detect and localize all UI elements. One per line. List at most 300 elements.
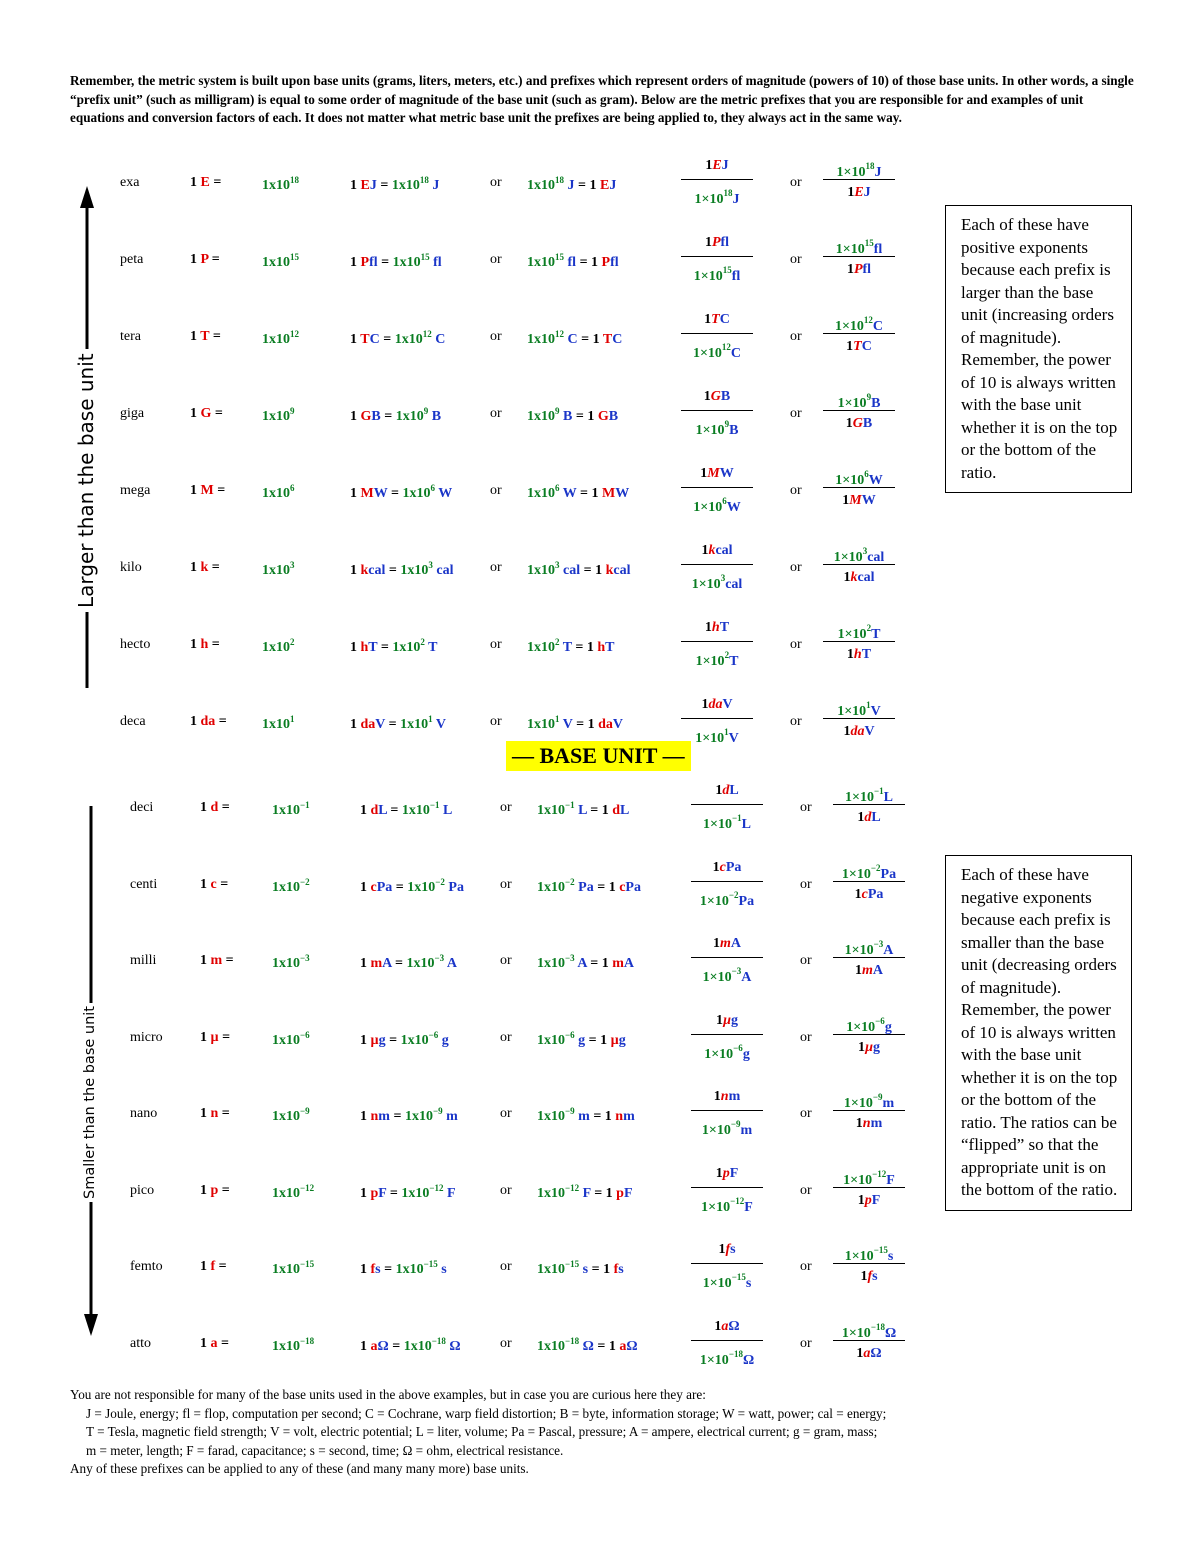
prefix-name-text: giga — [120, 406, 145, 421]
factor2-numerator — [823, 309, 895, 334]
smaller-side-label: Smaller than the base unit — [82, 1003, 98, 1202]
rev-prefix: G — [597, 409, 609, 424]
eq-one: 1 — [360, 1109, 371, 1124]
factor1-den-exp: 12 — [721, 342, 731, 352]
rev-one: 1 — [601, 803, 613, 818]
one: 1 — [190, 175, 201, 190]
or-label-2 — [790, 483, 802, 499]
factor1-den-exp: −2 — [728, 889, 739, 900]
prefix-row-nano — [0, 1089, 940, 1176]
unit-equation — [360, 800, 452, 819]
rev-prefix: µ — [610, 1032, 619, 1048]
or-text: or — [500, 1259, 512, 1274]
factor2-denominator — [833, 1035, 905, 1059]
factor1-numerator — [691, 1163, 763, 1188]
factor2-num-unit: fl — [873, 242, 883, 257]
or-label-2 — [800, 1336, 812, 1352]
rev-one: 1 — [589, 178, 600, 193]
rev-equals: = — [571, 640, 587, 655]
conversion-factor-1 — [681, 463, 753, 515]
eq-equals: = — [392, 879, 408, 895]
power-base: 1x10 — [272, 1185, 300, 1201]
prefix-symbol-def — [190, 175, 221, 191]
or-text: or — [490, 560, 502, 575]
factor2-num-exp: −18 — [870, 1321, 885, 1332]
factor2-den-prefix: n — [862, 1116, 871, 1131]
or-label-2 — [790, 637, 802, 653]
power-base: 1x10 — [272, 956, 300, 971]
rev-exponent: −6 — [565, 1029, 575, 1040]
or-label-2 — [800, 1183, 812, 1199]
power-exponent: −2 — [300, 876, 310, 887]
eq-equals: = — [389, 1109, 405, 1124]
factor1-num-prefix: E — [712, 158, 722, 173]
power-exponent: −6 — [300, 1029, 310, 1040]
factor-one: 1 — [846, 339, 854, 354]
factor2-num-power: 1×10 — [837, 627, 867, 642]
rev-base-unit: g — [574, 1032, 586, 1048]
factor1-num-unit: F — [729, 1165, 739, 1181]
factor1-num-unit: fl — [720, 235, 730, 250]
rev-unit: A — [623, 956, 634, 971]
factor1-num-prefix: k — [708, 543, 716, 558]
or-label — [500, 953, 512, 969]
conversion-factor-2 — [833, 1239, 905, 1288]
factor1-denominator — [681, 180, 753, 207]
factor2-numerator — [823, 540, 895, 565]
conversion-factor-1 — [681, 309, 753, 361]
one: 1 — [200, 953, 211, 968]
prefix-symbol: c — [210, 876, 217, 892]
factor2-num-power: 1×10 — [846, 1019, 876, 1035]
factor2-numerator — [823, 617, 895, 642]
unit-equation — [360, 877, 464, 896]
factor2-denominator — [833, 805, 905, 829]
prefix-name-text: femto — [130, 1259, 163, 1274]
factor1-num-prefix: m — [719, 936, 731, 951]
unit-equation-reverse — [537, 1030, 626, 1049]
rev-equals: = — [589, 1109, 605, 1124]
rev-unit: L — [620, 803, 630, 818]
footer-notes — [70, 1386, 1150, 1479]
factor1-den-exp: −12 — [730, 1195, 745, 1206]
eq-prefix: P — [360, 255, 370, 270]
factor-one: 1 — [857, 1039, 865, 1055]
conversion-factor-2 — [823, 232, 895, 281]
factor1-den-unit: g — [742, 1046, 750, 1062]
factor2-num-exp: 6 — [864, 469, 869, 479]
eq-base-unit: B — [428, 409, 442, 424]
factor1-denominator — [691, 1188, 763, 1215]
rev-one: 1 — [601, 956, 613, 971]
factor1-den-power: 1×10 — [693, 269, 723, 284]
or-label — [490, 175, 502, 191]
unit-equation-reverse — [537, 953, 634, 972]
prefix-symbol-def — [200, 1183, 230, 1199]
eq-power: 1x10 — [392, 255, 421, 270]
power-of-ten — [262, 560, 295, 579]
factor1-den-power: 1×10 — [694, 192, 724, 207]
rev-power: 1x10 — [537, 803, 565, 818]
power-of-ten — [262, 406, 295, 425]
factor1-den-power: 1×10 — [695, 423, 725, 438]
eq-prefix: a — [370, 1338, 378, 1354]
prefix-name-text: nano — [130, 1106, 158, 1121]
rev-power: 1x10 — [527, 717, 555, 732]
eq-prefix: µ — [370, 1032, 379, 1048]
factor1-num-prefix: c — [719, 859, 726, 875]
eq-power: 1x10 — [401, 1185, 430, 1201]
factor-one: 1 — [846, 647, 854, 662]
prefix-name-text: exa — [120, 175, 140, 190]
eq-power: 1x10 — [392, 640, 421, 655]
factor1-den-exp: −1 — [732, 813, 742, 823]
one: 1 — [200, 1106, 211, 1121]
or-text: or — [490, 252, 502, 267]
or-text-2: or — [800, 876, 812, 892]
rev-exponent: −15 — [565, 1259, 580, 1269]
power-base: 1x10 — [262, 409, 290, 424]
prefix-name-text: kilo — [120, 560, 142, 575]
prefix-row-femto — [0, 1242, 940, 1329]
rev-unit: W — [615, 486, 630, 501]
eq-exponent: 15 — [420, 252, 430, 262]
one: 1 — [200, 1259, 211, 1274]
power-of-ten — [272, 1336, 314, 1355]
power-base: 1x10 — [262, 486, 290, 501]
unit-equation-reverse — [537, 1336, 638, 1355]
factor2-num-unit: C — [872, 319, 884, 334]
rev-base-unit: L — [574, 803, 587, 818]
factor1-den-exp: −18 — [728, 1348, 743, 1359]
or-text-2: or — [790, 560, 802, 575]
prefix-name — [130, 1183, 154, 1199]
rev-base-unit: Ω — [579, 1338, 594, 1354]
factor2-den-prefix: d — [864, 810, 872, 825]
or-label-2 — [800, 953, 812, 969]
factor-one: 1 — [701, 543, 709, 558]
power-exponent: −12 — [300, 1182, 315, 1193]
factor1-numerator — [681, 540, 753, 565]
or-label-2 — [800, 1106, 812, 1122]
prefix-name-text: deci — [130, 800, 154, 815]
factor1-num-prefix: n — [720, 1089, 729, 1104]
prefix-name — [120, 714, 146, 730]
power-exponent: −18 — [300, 1335, 315, 1346]
factor1-den-unit: m — [740, 1123, 753, 1138]
power-of-ten — [262, 483, 295, 502]
factor2-den-unit: fl — [862, 262, 872, 277]
unit-equation-reverse — [537, 877, 641, 896]
prefix-name-text: tera — [120, 329, 141, 344]
power-base: 1x10 — [262, 332, 290, 347]
prefix-symbol: f — [210, 1259, 216, 1274]
power-of-ten — [272, 877, 310, 896]
conversion-factor-1 — [681, 155, 753, 207]
power-base: 1x10 — [272, 879, 300, 895]
factor-one: 1 — [860, 1269, 868, 1284]
footer-line-1: You are not responsible for many of the base units used in the above examples, but in case you are curious here they are: — [70, 1387, 706, 1402]
prefix-name — [120, 483, 150, 499]
factor-one: 1 — [715, 1012, 723, 1028]
eq-power: 1x10 — [400, 717, 429, 732]
factor2-denominator — [823, 719, 895, 743]
eq-exponent: 18 — [419, 175, 429, 185]
rev-equals: = — [586, 803, 602, 818]
eq-prefix: c — [370, 879, 377, 895]
factor2-den-unit: Pa — [867, 886, 884, 902]
rev-base-unit: fl — [564, 255, 577, 270]
prefix-symbol-def — [200, 1259, 227, 1275]
or-label — [500, 800, 512, 816]
factor1-den-unit: cal — [725, 577, 743, 592]
conversion-factor-1 — [691, 1086, 763, 1138]
rev-exponent: 15 — [555, 252, 564, 262]
factor1-denominator — [681, 642, 753, 669]
prefix-name-text: hecto — [120, 637, 151, 652]
or-text: or — [490, 406, 502, 421]
factor2-num-power: 1×10 — [835, 473, 865, 488]
eq-base-unit: C — [431, 332, 446, 347]
factor2-num-power: 1×10 — [834, 319, 864, 334]
prefix-row-centi — [0, 859, 940, 947]
factor1-denominator — [681, 488, 753, 515]
rev-exponent: −18 — [565, 1335, 580, 1346]
eq-equals: = — [386, 1185, 402, 1201]
prefix-name-text: deca — [120, 714, 146, 729]
equals-sign: = — [218, 800, 230, 815]
rev-equals: = — [585, 1032, 601, 1048]
prefix-symbol-def — [200, 1030, 230, 1046]
or-text-2: or — [790, 714, 802, 729]
eq-equals: = — [388, 1338, 404, 1354]
rev-exponent: 9 — [555, 406, 560, 416]
prefix-symbol-def — [200, 800, 230, 816]
factor2-den-unit: T — [861, 647, 872, 662]
or-label — [490, 406, 502, 422]
eq-equals: = — [385, 717, 401, 732]
rev-exponent: 6 — [555, 483, 560, 493]
factor1-denominator — [681, 411, 753, 438]
factor-one: 1 — [854, 886, 862, 902]
factor2-den-prefix: µ — [864, 1039, 874, 1055]
one: 1 — [190, 329, 201, 344]
eq-exponent: 2 — [420, 637, 425, 647]
conversion-factor-1 — [691, 1010, 763, 1062]
prefix-row-kilo — [0, 543, 940, 630]
eq-unit: A — [382, 956, 392, 971]
power-base: 1x10 — [272, 1032, 300, 1048]
factor2-denominator — [833, 1341, 905, 1365]
equals-sign: = — [211, 406, 223, 421]
eq-base-unit: W — [434, 486, 453, 501]
unit-equation — [350, 175, 439, 194]
rev-exponent: −3 — [565, 953, 575, 963]
eq-prefix: d — [370, 803, 379, 818]
eq-power: 1x10 — [407, 879, 436, 895]
factor1-den-power: 1×10 — [701, 1199, 731, 1215]
factor1-den-power: 1×10 — [699, 1352, 729, 1368]
conversion-factor-2 — [823, 617, 895, 666]
rev-unit: B — [608, 409, 619, 424]
rev-power: 1x10 — [527, 332, 555, 347]
prefix-symbol-def — [190, 637, 220, 653]
factor1-denominator — [681, 257, 753, 284]
eq-one: 1 — [350, 486, 361, 501]
factor1-den-unit: B — [729, 423, 739, 438]
factor2-num-power: 1×10 — [837, 396, 867, 411]
factor-one: 1 — [714, 1318, 722, 1334]
power-exponent: 1 — [290, 714, 295, 724]
prefix-name — [120, 175, 139, 191]
factor2-num-exp: 3 — [862, 546, 868, 556]
factor-one: 1 — [704, 235, 712, 250]
rev-base-unit: C — [564, 332, 578, 347]
factor2-den-unit: s — [872, 1269, 878, 1284]
prefix-symbol-def — [190, 560, 220, 576]
power-base: 1x10 — [262, 717, 290, 732]
unit-equation-reverse — [527, 329, 622, 348]
eq-unit: Pa — [376, 879, 393, 895]
or-label — [490, 252, 502, 268]
eq-power: 1x10 — [400, 563, 429, 578]
conversion-factor-2 — [823, 386, 895, 435]
equals-sign: = — [215, 714, 227, 729]
factor-one: 1 — [847, 185, 855, 200]
factor1-num-unit: s — [730, 1242, 736, 1257]
prefix-row-giga — [0, 389, 940, 476]
prefix-name-text: mega — [120, 483, 151, 498]
prefix-name — [120, 637, 150, 653]
factor1-num-unit: V — [722, 697, 733, 712]
prefix-symbol-def — [200, 1336, 229, 1352]
rev-unit: Pa — [625, 879, 641, 895]
power-base: 1x10 — [272, 1109, 300, 1124]
rev-power: 1x10 — [537, 1185, 565, 1201]
factor-one: 1 — [700, 466, 708, 481]
or-label — [500, 1106, 512, 1122]
factor2-num-power: 1×10 — [843, 1172, 873, 1188]
unit-equation-reverse — [527, 175, 616, 194]
unit-equation-reverse — [527, 560, 631, 579]
prefix-name-text: micro — [130, 1029, 163, 1045]
unit-equation — [360, 1030, 449, 1049]
factor2-numerator — [833, 933, 905, 958]
rev-one: 1 — [586, 640, 598, 655]
conversion-factor-2 — [833, 1163, 905, 1212]
factor2-numerator — [833, 1010, 905, 1035]
larger-side-label: Larger than the base unit — [74, 349, 98, 612]
factor2-den-prefix: f — [867, 1269, 873, 1284]
eq-exponent: 1 — [428, 714, 433, 724]
factor2-num-unit: g — [884, 1019, 892, 1035]
one: 1 — [200, 1029, 211, 1045]
factor2-num-power: 1×10 — [844, 943, 874, 958]
prefix-name — [130, 1030, 163, 1046]
power-exponent: 15 — [290, 252, 299, 262]
or-label — [490, 637, 502, 653]
rev-power: 1x10 — [537, 1338, 565, 1354]
factor1-denominator — [691, 1035, 763, 1062]
factor2-den-prefix: k — [850, 570, 858, 585]
factor1-numerator — [681, 694, 753, 719]
or-text: or — [500, 1182, 512, 1198]
equals-sign: = — [208, 637, 220, 652]
factor1-denominator — [691, 1264, 763, 1291]
factor-one: 1 — [715, 1165, 723, 1181]
or-text: or — [500, 1335, 512, 1351]
rev-prefix: p — [616, 1185, 624, 1201]
eq-one: 1 — [350, 255, 361, 270]
prefix-row-deci — [0, 783, 940, 870]
rev-base-unit: B — [559, 409, 573, 424]
rev-base-unit: F — [579, 1185, 591, 1201]
equals-sign: = — [209, 175, 222, 190]
factor2-num-exp: −1 — [874, 786, 884, 796]
unit-equation-reverse — [527, 483, 629, 502]
factor1-numerator — [691, 1086, 763, 1111]
factor1-den-exp: −3 — [731, 966, 742, 976]
unit-equation — [350, 637, 437, 656]
rev-power: 1x10 — [537, 1109, 565, 1124]
factor2-numerator — [833, 1086, 905, 1111]
factor1-num-prefix: M — [707, 466, 720, 481]
conversion-factor-1 — [691, 780, 763, 832]
factor2-denominator — [823, 180, 895, 204]
one: 1 — [200, 1182, 211, 1198]
factor1-numerator — [681, 386, 753, 411]
unit-equation — [350, 252, 442, 271]
rev-exponent: 12 — [555, 329, 564, 339]
factor1-den-unit: Ω — [742, 1352, 755, 1368]
power-of-ten — [272, 1106, 310, 1125]
eq-equals: = — [379, 332, 395, 347]
equals-sign: = — [215, 1259, 227, 1274]
rev-equals: = — [574, 178, 590, 193]
rev-prefix: E — [599, 178, 610, 193]
factor1-den-unit: V — [728, 731, 739, 746]
eq-unit: L — [378, 803, 387, 818]
factor2-num-power: 1×10 — [836, 165, 866, 180]
rev-equals: = — [588, 1262, 604, 1277]
factor2-num-unit: F — [886, 1172, 895, 1188]
prefix-name — [130, 953, 156, 969]
factor2-denominator — [833, 958, 905, 982]
base-unit-banner: — BASE UNIT — — [506, 741, 691, 771]
eq-unit: B — [371, 409, 381, 424]
eq-prefix: f — [370, 1262, 376, 1277]
unit-equation — [350, 483, 452, 502]
equals-sign: = — [216, 876, 229, 892]
unit-equation — [360, 1183, 456, 1202]
or-text-2: or — [800, 1029, 812, 1045]
unit-equation — [360, 1259, 447, 1278]
prefix-name — [130, 1106, 157, 1122]
factor1-num-unit: g — [731, 1012, 739, 1028]
unit-equation — [350, 714, 446, 733]
rev-one: 1 — [591, 486, 602, 501]
rev-power: 1x10 — [537, 956, 565, 971]
eq-base-unit: fl — [429, 255, 442, 270]
factor1-num-unit: cal — [715, 543, 733, 558]
prefix-symbol: da — [200, 714, 216, 729]
factor2-num-unit: A — [883, 943, 894, 958]
or-label — [490, 329, 502, 345]
factor1-den-power: 1×10 — [702, 970, 732, 985]
factor1-num-prefix: P — [711, 235, 721, 250]
eq-unit: g — [378, 1032, 386, 1048]
factor2-num-unit: V — [870, 704, 881, 719]
